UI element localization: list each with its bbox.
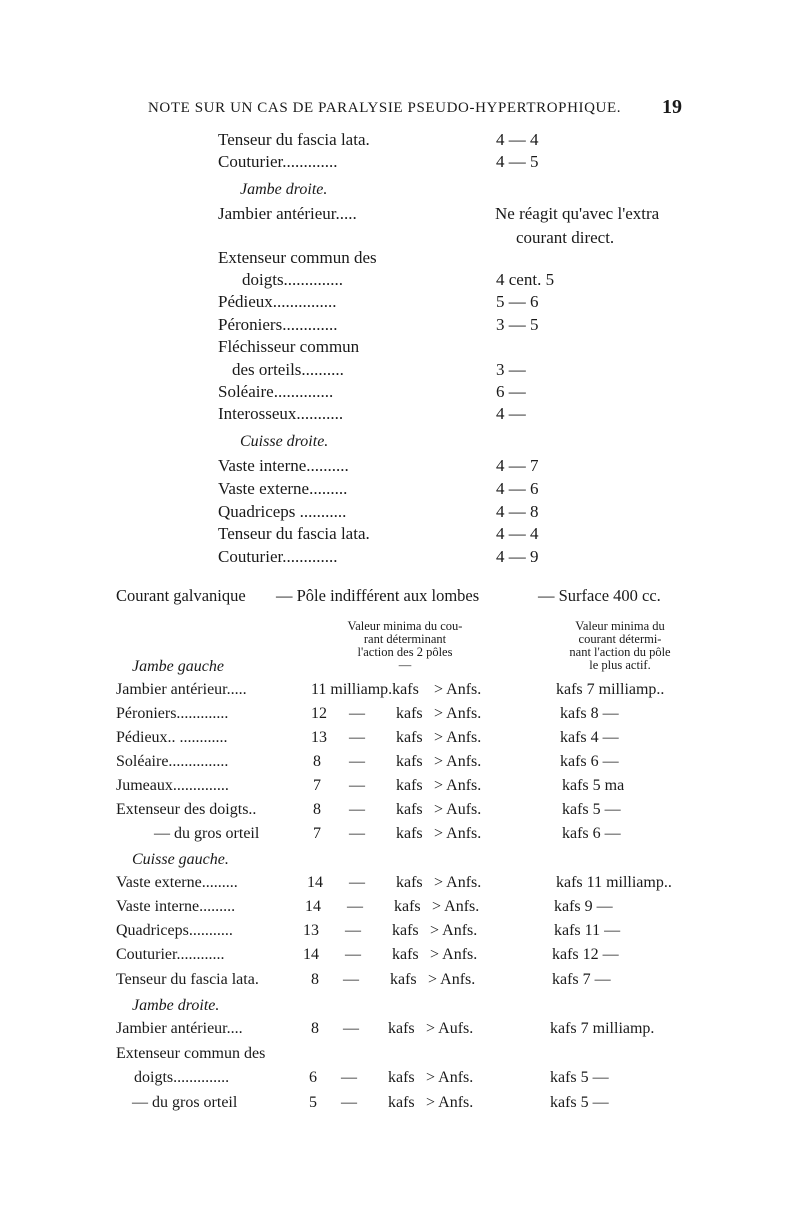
row-label: des orteils.......... <box>232 360 344 379</box>
header-line: Valeur minima du <box>575 619 665 633</box>
row-label: Jumeaux.............. <box>116 777 229 794</box>
row-label: Fléchisseur commun <box>218 337 360 356</box>
header-line: — <box>398 658 412 672</box>
row-label: — du gros orteil <box>132 1094 238 1111</box>
row-label: Tenseur du fascia lata. <box>116 971 259 988</box>
row-label: Couturier............. <box>218 547 338 566</box>
row-active-pole: kafs 11 milliamp.. <box>556 874 672 891</box>
row-active-pole: kafs 5 ma <box>562 777 625 794</box>
row-value: 4 — 4 <box>496 524 539 543</box>
row-kafs: kafs <box>388 1069 415 1086</box>
row-value: 5 — 6 <box>496 292 539 311</box>
row-relation: > Anfs. <box>428 971 476 988</box>
row-value: 14 <box>305 898 321 915</box>
row-active-pole: kafs 7 — <box>552 971 611 988</box>
row-active-pole: kafs 11 — <box>554 922 621 939</box>
header-line: Valeur minima du cou- <box>347 619 463 633</box>
row-label: Pédieux............... <box>218 292 337 311</box>
row-active-pole: kafs 7 milliamp.. <box>556 681 665 698</box>
row-note: courant direct. <box>516 228 615 247</box>
row-label: Pédieux.. ............ <box>116 729 228 746</box>
header-line: le plus actif. <box>589 658 651 672</box>
row-active-pole: kafs 7 milliamp. <box>550 1020 655 1037</box>
row-label: doigts.............. <box>242 270 344 289</box>
header-line: courant détermi- <box>578 632 662 646</box>
row-value: 13 <box>303 922 319 939</box>
row-relation: > Anfs. <box>434 753 482 770</box>
row-dash: — <box>349 801 365 818</box>
row-active-pole: kafs 5 — <box>562 801 621 818</box>
row-kafs: kafs <box>396 753 423 770</box>
row-value: 4 — 6 <box>496 479 539 498</box>
row-label: Péroniers............. <box>218 315 338 334</box>
row-label: Soléaire............... <box>116 753 229 770</box>
row-kafs: kafs <box>388 1094 415 1111</box>
row-value: 8 <box>311 1020 319 1037</box>
header-line: nant l'action du pôle <box>569 645 671 659</box>
page-number: 19 <box>662 96 682 118</box>
row-relation: > Anfs. <box>434 777 482 794</box>
row-dash: — <box>341 1069 357 1086</box>
row-dash: — <box>349 729 365 746</box>
row-dash: — <box>343 1020 359 1037</box>
row-value: 5 <box>309 1094 317 1111</box>
running-title: NOTE SUR UN CAS DE PARALYSIE PSEUDO-HYPERTROPHIQUE. <box>148 100 622 116</box>
row-relation: > Anfs. <box>430 946 478 963</box>
row-value: 11 milliamp.kafs <box>311 681 419 698</box>
row-value: 4 — 7 <box>496 456 539 475</box>
row-relation: > Anfs. <box>434 825 482 842</box>
row-label: Soléaire.............. <box>218 382 334 401</box>
row-value: 4 — 8 <box>496 502 539 521</box>
row-relation: > Anfs. <box>426 1069 474 1086</box>
row-kafs: kafs <box>396 777 423 794</box>
row-relation: > Aufs. <box>426 1020 474 1037</box>
header-line: l'action des 2 pôles <box>357 645 453 659</box>
row-active-pole: kafs 5 — <box>550 1094 609 1111</box>
row-active-pole: kafs 6 — <box>562 825 621 842</box>
section-heading: Jambe gauche <box>132 658 224 675</box>
row-label: Tenseur du fascia lata. <box>218 524 370 543</box>
row-label: Couturier............ <box>116 946 225 963</box>
row-value: 14 <box>307 874 323 891</box>
row-dash: — <box>345 922 361 939</box>
row-label: Péroniers............. <box>116 705 229 722</box>
row-value: 3 — <box>496 360 526 379</box>
row-label: Extenseur commun des <box>116 1045 266 1062</box>
row-value: 7 <box>313 777 321 794</box>
row-relation: > Anfs. <box>432 898 480 915</box>
header-line: rant déterminant <box>363 632 447 646</box>
row-active-pole: kafs 9 — <box>554 898 613 915</box>
row-value: 6 <box>309 1069 317 1086</box>
row-kafs: kafs <box>392 946 419 963</box>
row-value: 3 — 5 <box>496 315 539 334</box>
row-value: 8 <box>313 753 321 770</box>
row-value: 6 — <box>496 382 526 401</box>
row-dash: — <box>349 705 365 722</box>
row-value: 4 cent. 5 <box>496 270 555 289</box>
row-relation: > Anfs. <box>426 1094 474 1111</box>
section-heading: Cuisse gauche. <box>132 851 229 868</box>
row-value: 4 — 5 <box>496 152 539 171</box>
row-relation: > Anfs. <box>430 922 478 939</box>
row-label: Vaste externe......... <box>218 479 348 498</box>
col3-header <box>540 620 700 672</box>
row-label: Vaste interne......... <box>116 898 236 915</box>
row-label: Extenseur des doigts.. <box>116 801 257 818</box>
row-label: Jambier antérieur..... <box>218 204 357 223</box>
row-relation: > Anfs. <box>434 705 482 722</box>
section-heading: Jambe droite. <box>240 181 328 198</box>
row-dash: — <box>349 777 365 794</box>
row-dash: — <box>341 1094 357 1111</box>
row-label: Jambier antérieur.... <box>116 1020 243 1037</box>
col2-header <box>310 620 500 672</box>
row-relation: > Anfs. <box>434 681 482 698</box>
row-active-pole: kafs 6 — <box>560 753 619 770</box>
row-value: 12 <box>311 705 327 722</box>
row-kafs: kafs <box>396 825 423 842</box>
row-active-pole: kafs 4 — <box>560 729 619 746</box>
row-label: Interosseux........... <box>218 404 344 423</box>
section-heading: Cuisse droite. <box>240 433 329 450</box>
row-label: doigts.............. <box>134 1069 230 1086</box>
row-kafs: kafs <box>388 1020 415 1037</box>
row-value: 8 <box>313 801 321 818</box>
row-label: Extenseur commun des <box>218 248 377 267</box>
section-heading: Jambe droite. <box>132 997 220 1014</box>
row-dash: — <box>343 971 359 988</box>
galvanic-surface: — Surface 400 cc. <box>538 586 661 605</box>
row-value: 4 — 9 <box>496 547 539 566</box>
row-value: 14 <box>303 946 319 963</box>
galvanic-pole: — Pôle indifférent aux lombes <box>276 586 480 605</box>
row-kafs: kafs <box>396 729 423 746</box>
galvanic-label: Courant galvanique <box>116 586 246 605</box>
row-relation: > Anfs. <box>434 729 482 746</box>
row-value: 4 — 4 <box>496 130 539 149</box>
row-kafs: kafs <box>394 898 421 915</box>
row-label: — du gros orteil <box>154 825 260 842</box>
row-value: 13 <box>311 729 327 746</box>
row-label: Tenseur du fascia lata. <box>218 130 370 149</box>
row-dash: — <box>349 753 365 770</box>
row-label: Jambier antérieur..... <box>116 681 247 698</box>
row-kafs: kafs <box>396 874 423 891</box>
row-value: 8 <box>311 971 319 988</box>
row-value: 4 — <box>496 404 526 423</box>
row-dash: — <box>347 898 363 915</box>
row-relation: > Aufs. <box>434 801 482 818</box>
row-kafs: kafs <box>390 971 417 988</box>
row-dash: — <box>349 825 365 842</box>
row-active-pole: kafs 8 — <box>560 705 619 722</box>
row-relation: > Anfs. <box>434 874 482 891</box>
row-note: Ne réagit qu'avec l'extra <box>495 204 660 223</box>
row-label: Vaste interne.......... <box>218 456 349 475</box>
row-label: Quadriceps ........... <box>218 502 347 521</box>
row-kafs: kafs <box>396 705 423 722</box>
row-active-pole: kafs 12 — <box>552 946 619 963</box>
row-label: Quadriceps........... <box>116 922 233 939</box>
row-label: Vaste externe......... <box>116 874 238 891</box>
row-dash: — <box>345 946 361 963</box>
row-kafs: kafs <box>396 801 423 818</box>
row-label: Couturier............. <box>218 152 338 171</box>
row-kafs: kafs <box>392 922 419 939</box>
row-value: 7 <box>313 825 321 842</box>
row-dash: — <box>349 874 365 891</box>
row-active-pole: kafs 5 — <box>550 1069 609 1086</box>
